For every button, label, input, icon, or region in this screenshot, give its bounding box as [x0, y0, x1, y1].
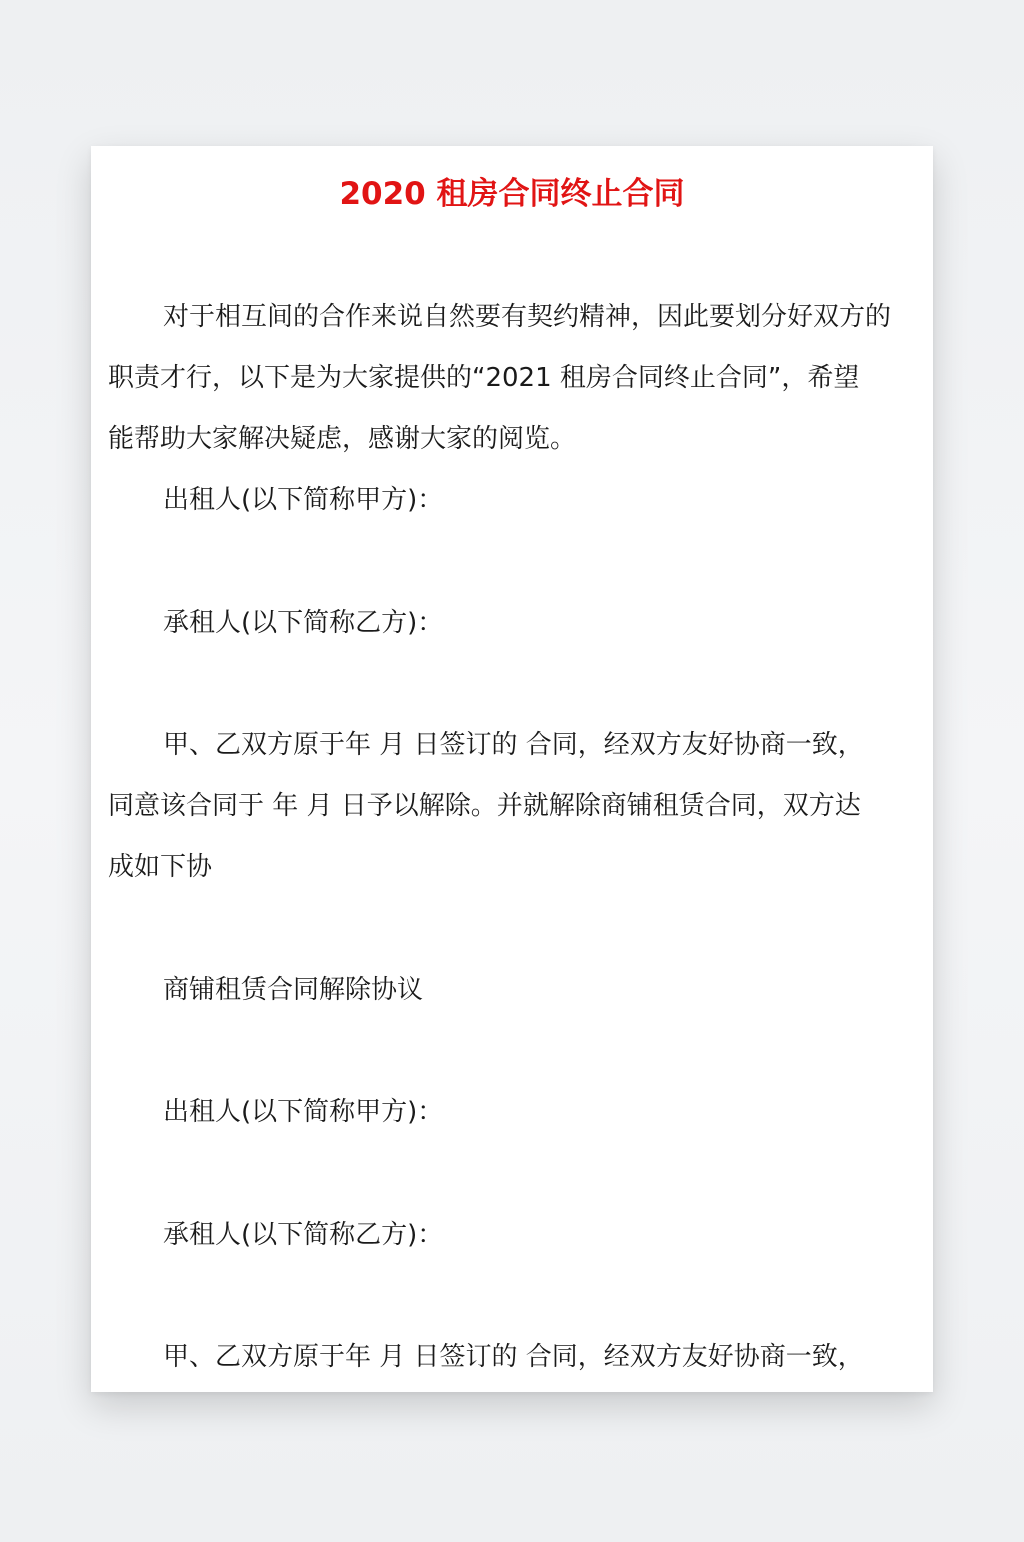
agreement-line-1: 甲、乙双方原于年 月 日签订的 合同，经双方友好协商一致， — [163, 730, 864, 760]
section-subtitle: 商铺租赁合同解除协议 — [163, 975, 424, 1005]
agreement-line-4: 甲、乙双方原于年 月 日签订的 合同，经双方友好协商一致， — [163, 1342, 864, 1372]
intro-line-3: 能帮助大家解决疑虑，感谢大家的阅览。 — [108, 424, 577, 454]
intro-line-1: 对于相互间的合作来说自然要有契约精神，因此要划分好双方的 — [163, 302, 892, 332]
intro-line-2: 职责才行，以下是为大家提供的“2021 租房合同终止合同”，希望 — [108, 363, 860, 393]
lessor-line-1: 出租人(以下简称甲方)： — [163, 485, 444, 515]
document-page — [91, 146, 933, 1392]
lessor-line-2: 出租人(以下简称甲方)： — [163, 1097, 444, 1127]
document-title: 2020 租房合同终止合同 — [339, 176, 685, 212]
lessee-line-1: 承租人(以下简称乙方)： — [163, 608, 444, 638]
agreement-line-3: 成如下协 — [108, 852, 213, 882]
agreement-line-2: 同意该合同于 年 月 日予以解除。并就解除商铺租赁合同，双方达 — [108, 791, 861, 821]
lessee-line-2: 承租人(以下简称乙方)： — [163, 1220, 444, 1250]
